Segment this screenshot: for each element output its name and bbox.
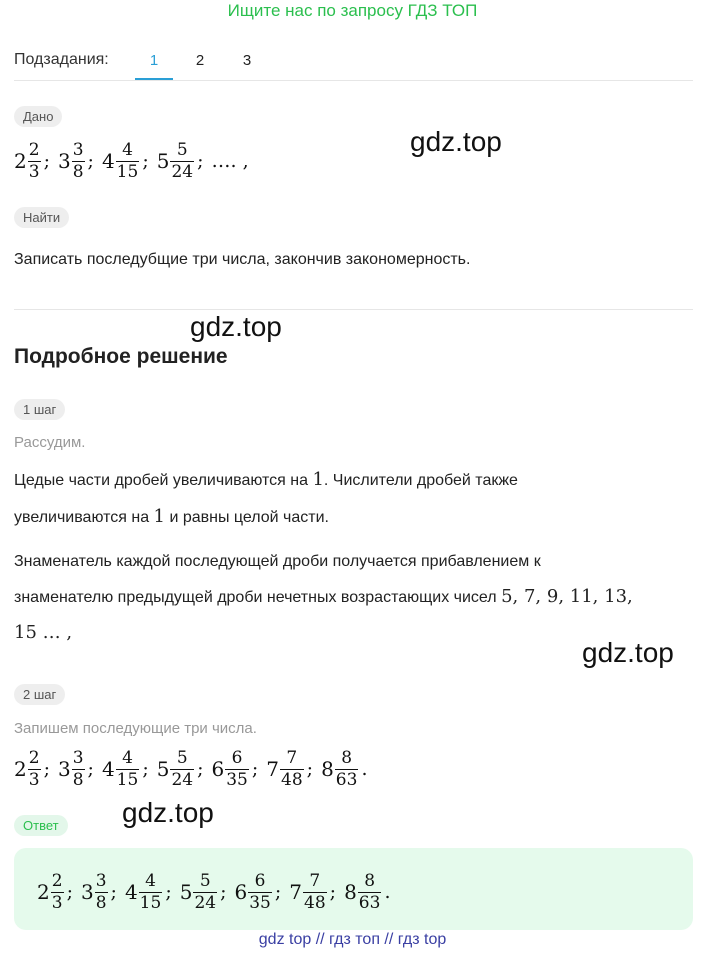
whole-part: 2: [14, 149, 27, 173]
divider: [14, 309, 693, 310]
whole-part: 5: [156, 757, 170, 781]
numerator: 5: [176, 747, 188, 768]
whole-part: 3: [57, 757, 71, 781]
numerator: 2: [51, 870, 63, 891]
step1-intro: Рассудим.: [14, 434, 86, 451]
denominator: 3: [51, 892, 63, 913]
denominator: 15: [116, 161, 139, 182]
fraction: [303, 870, 327, 913]
numerator: 4: [122, 139, 133, 160]
step1-line4-text: знаменателю предыдущей дроби нечетных возрастающих чисел: [14, 589, 502, 606]
separator: ;: [274, 881, 282, 903]
mixed-number: [266, 747, 303, 790]
fraction: [358, 870, 382, 913]
mixed-number: [101, 747, 139, 790]
watermark: gdz.top: [122, 797, 214, 828]
fraction: [116, 139, 140, 182]
mixed-number: [14, 747, 41, 790]
whole-part: 2: [37, 880, 50, 904]
fraction: [28, 747, 41, 790]
separator: .: [361, 758, 368, 780]
numerator: 7: [286, 747, 298, 768]
search-hint-banner: Ищите нас по запросу ГДЗ ТОП: [227, 1, 478, 20]
mixed-number: [179, 870, 217, 913]
step1-line2-text-end: и равны целой части.: [165, 509, 329, 526]
denominator: 15: [139, 892, 162, 913]
fraction: [28, 139, 41, 182]
fraction: [72, 139, 85, 182]
numerator: 3: [72, 747, 84, 768]
denominator: 8: [72, 769, 84, 790]
footer-links: gdz top // гдз топ // гдз top: [258, 931, 447, 948]
numerator: 7: [309, 870, 321, 891]
fraction: [72, 747, 85, 790]
given-sequence: [14, 136, 249, 186]
mixed-number: [234, 870, 272, 913]
denominator: 24: [171, 161, 194, 182]
step1-line2: [14, 498, 694, 536]
denominator: 24: [171, 769, 194, 790]
whole-part: 2: [14, 757, 27, 781]
separator: ;: [43, 758, 50, 780]
whole-part: 6: [211, 757, 225, 781]
step1-line1-text-end: . Числители дробей также: [323, 472, 518, 489]
denominator: 48: [304, 892, 326, 913]
numerator: 3: [72, 139, 84, 160]
whole-part: 6: [234, 880, 248, 904]
denominator: 35: [226, 769, 248, 790]
mixed-number: [289, 870, 326, 913]
mixed-number: [211, 747, 249, 790]
sequence-tail: …. ,: [211, 150, 249, 172]
whole-part: 8: [321, 757, 334, 781]
whole-part: 3: [80, 880, 94, 904]
fraction: [139, 870, 163, 913]
fraction: [248, 870, 272, 913]
separator: .: [384, 881, 391, 903]
answer-tag: Ответ: [14, 815, 68, 836]
fraction: [95, 870, 108, 913]
whole-part: 5: [179, 880, 193, 904]
step1-line2-text: увеличиваются на: [14, 509, 154, 526]
separator: ;: [165, 881, 172, 903]
step2-intro: Запишем последующие три числа.: [14, 720, 257, 737]
separator: ;: [142, 758, 149, 780]
mixed-number: [37, 870, 64, 913]
step1-line2-number: 1: [153, 506, 165, 527]
denominator: 48: [281, 769, 303, 790]
fraction: [116, 747, 140, 790]
fraction: [170, 747, 194, 790]
subtasks-label: Подзадания:: [14, 51, 109, 68]
watermark: gdz.top: [582, 637, 674, 668]
separator: ;: [251, 758, 259, 780]
denominator: 15: [116, 769, 139, 790]
whole-part: 7: [289, 880, 303, 904]
fraction: [280, 747, 304, 790]
mixed-number: [14, 139, 41, 182]
whole-part: 4: [101, 757, 115, 781]
step1-line1-number: 1: [312, 469, 324, 490]
fraction: [335, 747, 359, 790]
separator: ;: [142, 150, 149, 172]
denominator: 3: [28, 769, 40, 790]
separator: ;: [197, 758, 204, 780]
fraction: [225, 747, 249, 790]
mixed-number: [156, 139, 194, 182]
answer-sequence: [37, 866, 398, 918]
given-tag: Дано: [14, 106, 62, 127]
fraction: [51, 870, 64, 913]
numerator: 4: [145, 870, 156, 891]
separator: ;: [220, 881, 227, 903]
numerator: 8: [341, 747, 353, 768]
numerator: 6: [231, 747, 243, 768]
numerator: 3: [95, 870, 107, 891]
step1-line1-text: Цедые части дробей увеличиваются на: [14, 472, 313, 489]
tab-subtask-1[interactable]: 1: [149, 52, 159, 69]
step1-line4-numbers: 5, 7, 9, 11, 13,: [501, 586, 633, 607]
separator: ;: [87, 150, 94, 172]
separator: ;: [66, 881, 73, 903]
mixed-number: [80, 870, 108, 913]
denominator: 63: [335, 769, 358, 790]
step2-sequence: [14, 744, 375, 794]
whole-part: 3: [57, 149, 71, 173]
subtask-tabs: [14, 50, 694, 80]
fraction: [193, 870, 217, 913]
solution-heading: Подробное решение: [14, 345, 228, 368]
separator: ;: [329, 881, 337, 903]
step1-line5: 15 … ,: [14, 622, 73, 643]
fraction: [170, 139, 194, 182]
numerator: 8: [364, 870, 376, 891]
mixed-number: [156, 747, 194, 790]
numerator: 2: [28, 747, 40, 768]
whole-part: 7: [266, 757, 280, 781]
separator: ;: [110, 881, 117, 903]
separator: ;: [87, 758, 94, 780]
numerator: 5: [176, 139, 188, 160]
mixed-number: [57, 747, 85, 790]
mixed-number: [57, 139, 85, 182]
step1-line4: [14, 578, 704, 616]
find-tag: Найти: [14, 207, 69, 228]
tab-subtask-2[interactable]: 2: [195, 52, 205, 69]
denominator: 24: [194, 892, 217, 913]
find-text: Записать последубщие три числа, закончив закономерность.: [14, 251, 471, 268]
step2-tag: 2 шаг: [14, 684, 65, 705]
mixed-number: [101, 139, 139, 182]
separator: ;: [306, 758, 314, 780]
step1-line3: Знаменатель каждой последующей дроби получается прибавлением к: [14, 553, 541, 570]
separator: ;: [43, 150, 50, 172]
numerator: 6: [254, 870, 266, 891]
numerator: 5: [199, 870, 211, 891]
mixed-number: [344, 870, 381, 913]
denominator: 8: [95, 892, 107, 913]
whole-part: 4: [101, 149, 115, 173]
divider: [14, 80, 693, 81]
watermark: gdz.top: [190, 311, 282, 342]
whole-part: 4: [124, 880, 138, 904]
mixed-number: [124, 870, 162, 913]
whole-part: 8: [344, 880, 357, 904]
denominator: 63: [358, 892, 381, 913]
denominator: 35: [249, 892, 271, 913]
numerator: 4: [122, 747, 133, 768]
whole-part: 5: [156, 149, 170, 173]
separator: ;: [197, 150, 204, 172]
tab-subtask-3[interactable]: 3: [242, 52, 252, 69]
step1-tag: 1 шаг: [14, 399, 65, 420]
denominator: 8: [72, 161, 84, 182]
step1-line1: [14, 461, 694, 499]
mixed-number: [321, 747, 358, 790]
denominator: 3: [28, 161, 40, 182]
watermark: gdz.top: [410, 126, 502, 157]
numerator: 2: [28, 139, 40, 160]
